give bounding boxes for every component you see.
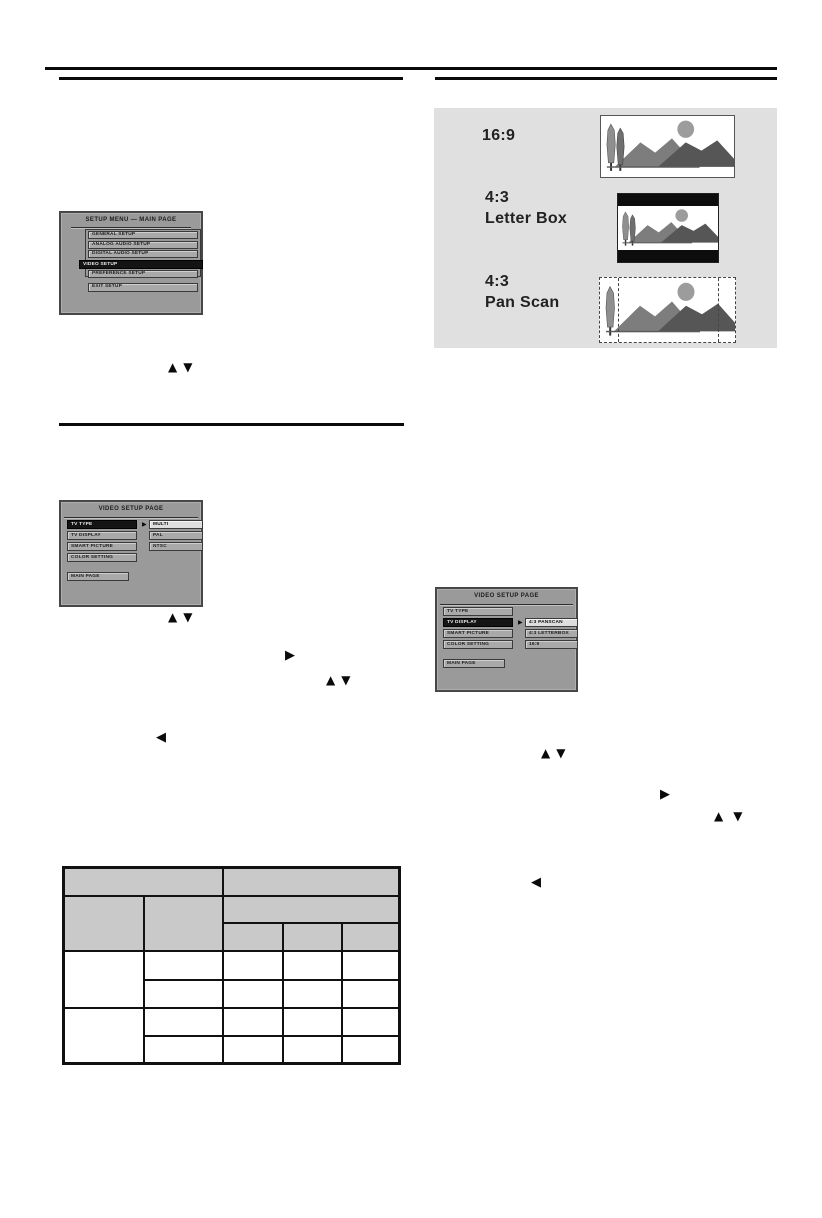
aspect-label-line: 4:3 <box>485 189 510 206</box>
osd-item-main-page: MAIN PAGE <box>67 572 129 581</box>
table-header-row <box>64 868 400 896</box>
left-arrow-icon: ◀ <box>531 875 541 890</box>
table-cell <box>223 980 283 1008</box>
osd-title-underline <box>71 227 191 228</box>
table-cell <box>144 951 223 980</box>
table-row <box>64 1008 400 1036</box>
tv-image-43-letterbox <box>617 193 719 263</box>
table-cell <box>342 980 400 1008</box>
panscan-crop-line-right <box>718 278 719 342</box>
table-cell <box>342 951 400 980</box>
aspect-label-line: 4:3 <box>485 273 510 290</box>
table-cell <box>283 980 342 1008</box>
down-arrow-icon: ▼ <box>733 809 743 823</box>
table-row <box>64 951 400 980</box>
aspect-label-43-letterbox <box>485 187 567 229</box>
letterbox-top-bar <box>618 194 718 206</box>
osd-item-video-setup-highlighted: VIDEO SETUP <box>79 260 203 269</box>
osd-video-setup-tv-type <box>59 500 203 607</box>
table-cell <box>283 1036 342 1064</box>
osd-option-ntsc: NTSC <box>149 542 203 551</box>
osd-title-underline <box>64 517 198 518</box>
table-cell <box>283 1008 342 1036</box>
up-down-arrows-icon <box>714 810 742 822</box>
osd-item-smart-picture: SMART PICTURE <box>443 629 513 638</box>
panscan-crop-line-left <box>618 278 619 342</box>
landscape-illustration <box>618 206 718 250</box>
landscape-illustration <box>601 116 734 177</box>
osd-item-tv-display: TV DISPLAY <box>67 531 137 540</box>
down-arrow-icon: ▼ <box>183 360 193 374</box>
table-cell <box>64 951 144 1008</box>
aspect-label-169 <box>482 125 515 146</box>
osd-title: VIDEO SETUP PAGE <box>474 593 539 599</box>
tv-image-169 <box>600 115 735 178</box>
up-down-arrows-icon <box>168 611 192 623</box>
table-header-cell <box>64 896 144 951</box>
osd-option-multi-selected: MULTI <box>149 520 203 529</box>
aspect-label-line: 16:9 <box>482 127 516 144</box>
top-rule-full <box>45 67 777 70</box>
osd-item-color-setting: COLOR SETTING <box>67 553 137 562</box>
osd-title: SETUP MENU — MAIN PAGE <box>85 217 177 223</box>
table-header-cell <box>144 896 223 951</box>
left-section-divider-rule <box>59 423 404 426</box>
osd-item-tv-type: TV TYPE <box>443 607 513 616</box>
spec-table <box>62 866 401 1065</box>
table-cell <box>342 1008 400 1036</box>
table-cell <box>223 1036 283 1064</box>
right-arrow-icon: ▶ <box>660 787 670 802</box>
table-header-row <box>64 896 400 923</box>
up-down-arrows-icon <box>168 361 192 373</box>
table-header-cell <box>223 868 400 896</box>
aspect-label-43-panscan <box>485 271 559 313</box>
up-arrow-icon: ▲ <box>541 746 551 760</box>
table-header-cell <box>223 896 400 923</box>
table-header-cell <box>64 868 223 896</box>
osd-setup-main-menu <box>59 211 203 315</box>
table-header-cell <box>283 923 342 951</box>
osd-title: VIDEO SETUP PAGE <box>98 506 164 512</box>
letterbox-bottom-bar <box>618 250 718 262</box>
osd-item-general-setup: GENERAL SETUP <box>88 231 198 239</box>
table-cell <box>144 1036 223 1064</box>
down-arrow-icon: ▼ <box>183 610 193 624</box>
osd-item-tv-type-highlighted: TV TYPE <box>67 520 137 529</box>
table-cell <box>144 980 223 1008</box>
osd-item-smart-picture: SMART PICTURE <box>67 542 137 551</box>
table-cell <box>283 951 342 980</box>
up-down-arrows-icon <box>326 674 350 686</box>
table-header-cell <box>223 923 283 951</box>
osd-item-analog-audio-setup: ANALOG AUDIO SETUP <box>88 241 198 249</box>
table-cell <box>342 1036 400 1064</box>
right-column-rule <box>435 77 777 80</box>
option-pointer-icon: ▶ <box>142 521 147 528</box>
option-pointer-icon: ▶ <box>518 619 523 626</box>
letterbox-picture-area <box>618 206 718 250</box>
osd-option-169: 16:9 <box>525 640 578 649</box>
up-down-arrows-icon <box>541 747 565 759</box>
aspect-label-line: Pan Scan <box>485 294 560 311</box>
osd-item-digital-audio-setup: DIGITAL AUDIO SETUP <box>88 250 198 258</box>
osd-video-setup-tv-display <box>435 587 578 692</box>
table-cell <box>223 951 283 980</box>
osd-item-tv-display-highlighted: TV DISPLAY <box>443 618 513 627</box>
landscape-illustration <box>600 278 735 342</box>
down-arrow-icon: ▼ <box>556 746 566 760</box>
down-arrow-icon: ▼ <box>341 673 351 687</box>
table-cell <box>144 1008 223 1036</box>
up-arrow-icon: ▲ <box>326 673 336 687</box>
osd-option-43-panscan-selected: 4:3 PANSCAN <box>525 618 578 627</box>
table-cell <box>223 1008 283 1036</box>
osd-title-underline <box>440 604 573 605</box>
osd-item-exit-setup: EXIT SETUP <box>88 283 198 292</box>
aspect-ratio-panel <box>434 108 777 348</box>
table-cell <box>64 1008 144 1064</box>
aspect-label-line: Letter Box <box>485 210 568 227</box>
osd-option-pal: PAL <box>149 531 203 540</box>
osd-item-color-setting: COLOR SETTING <box>443 640 513 649</box>
left-column-rule <box>59 77 403 80</box>
right-arrow-icon: ▶ <box>285 648 295 663</box>
up-arrow-icon: ▲ <box>168 610 178 624</box>
tv-image-43-panscan <box>599 277 736 343</box>
left-arrow-icon: ◀ <box>156 730 166 745</box>
table-header-cell <box>342 923 400 951</box>
osd-item-main-page: MAIN PAGE <box>443 659 505 668</box>
osd-item-preference-setup: PREFERENCE SETUP <box>88 270 198 278</box>
up-arrow-icon: ▲ <box>714 809 724 823</box>
up-arrow-icon: ▲ <box>168 360 178 374</box>
osd-option-43-letterbox: 4:3 LETTERBOX <box>525 629 578 638</box>
